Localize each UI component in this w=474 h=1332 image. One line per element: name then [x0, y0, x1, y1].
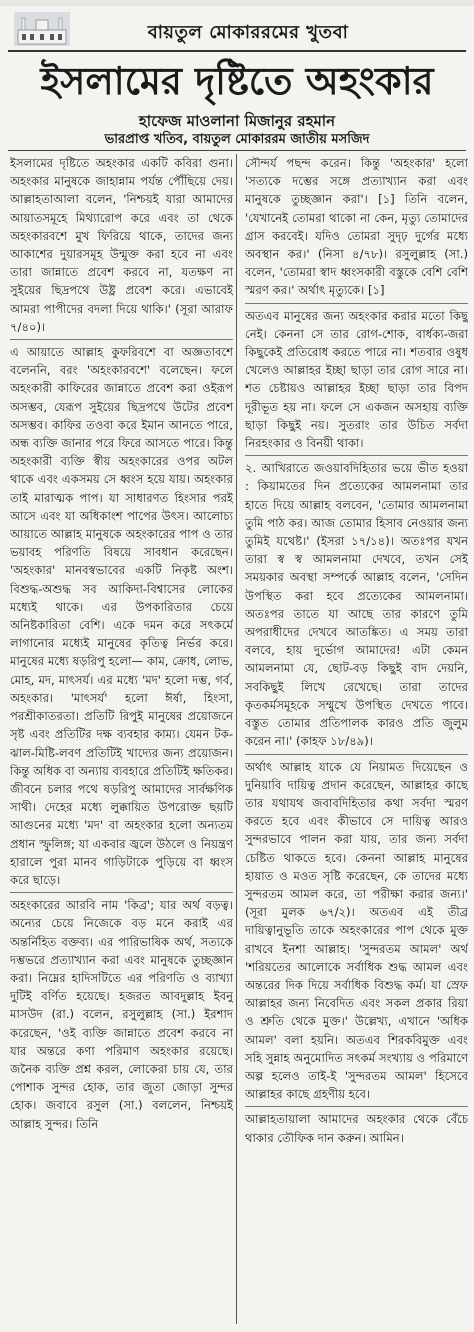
right-column — [245, 154, 468, 1326]
article-author: হাফেজ মাওলানা মিজানুর রহমান — [138, 112, 336, 130]
page-header — [8, 10, 466, 52]
paragraph: আল্লাহতায়ালা আমাদের অহংকার থেকে বেঁচে থাকার তৌফিক দান করুন। আমিন। — [245, 1112, 468, 1145]
paragraph: এ আয়াতে আল্লাহ কুফরিবশে বা অজ্ঞতাবশে বলেননি, বরং 'অহংকারবশে' বলেছেন। ফলে অহংকারী কাফিরের জান্নাতে প্রবেশ করা ওইরূপ অসম্ভব, যেরূপ সুইয়ের ছিদ্রপথে উটের প্রবেশ অসম্ভব। কাফির তওবা করে ইমান আনতে পারে, অন্ধ ব্যক্তি জানার পরে ফিরে আসতে পারে। কিন্তু অহংকারী ব্যক্তি স্বীয় অহংকারের ওপর অটল থাকে এবং একসময় সে ধ্বংস হয়ে যায়। অহংকার তাই মারাত্মক পাপ। যা সাধারণত হিংসার পরই আসে এবং যা অধিকাংশ পাপের উৎস। আলোচ্য আয়াতে আল্লাহ মানুষকে অহংকারের পাপ ও তার ভয়াবহ পরিণতি বিষয়ে সাবধান করেছেন। 'অহংকার' মানবস্বভাবের একটি নিকৃষ্ট অংশ। বিশুদ্ধ-অশুদ্ধ সব আকিদা-বিশ্বাসের লোকের মধ্যেই থাকে। এর উপকারিতার চেয়ে অনিষ্টকারিতা বেশি। একে দমন করে সৎকর্মে লাগানোর মধ্যেই মানুষের কৃতিত্ব নির্ভর করে। মানুষের মধ্যে ষড়রিপু হলো— কাম, ক্রোধ, লোভ, মোহ, মদ, মাৎসর্য। এর মধ্যে 'মদ' হলো দম্ভ, গর্ব, অহংকার। 'মাৎসর্য' হলো ঈর্ষা, হিংসা, পরশ্রীকাতরতা। প্রতিটি রিপুই মানুষের প্রয়োজনে সৃষ্ট এবং প্রতিটির দক্ষ ব্যবহার কাম্য। যেমন টক-ঝাল-মিষ্টি-লবণ প্রতিটিই খাদ্যের জন্য প্রয়োজন। কিন্তু অধিক বা অন্যায় ব্যবহারে প্রতিটিই ক্ষতিকর। জীবনে চলার পথে ষড়রিপু আমাদের সার্বক্ষণিক সাথী। দেহের মধ্যে লুক্কায়িত উপরোক্ত ছয়টি আগুনের মধ্যে 'মদ' বা অহংকার হলো অন্যতম প্রধান স্ফুলিঙ্গ; যা একবার জ্বলে উঠলে ও নিয়ন্ত্রণ হারালে পুরা মানব গাড়িটাকে পুড়িয়ে বা ধ্বংস করে ছাড়ে। — [10, 343, 233, 893]
mosque-logo-icon — [14, 12, 70, 46]
paragraph: ২. আখিরাতে জওয়াবদিহিতার ভয়ে ভীত হওয়া : কিয়ামতের দিন প্রত্যেকের আমলনামা তার হাতে দিয়ে আল্লাহ বলবেন, 'তোমার আমলনামা তুমি পাঠ কর। আজ তোমার হিসাব নেওয়ার জন্য তুমিই যথেষ্ট।' (ইসরা ১৭/১৪)। অতঃপর যখন তারা স্ব স্ব আমলনামা দেখবে, তখন সেই সময়কার অবস্থা সম্পর্কে আল্লাহ বলেন, 'সেদিন উপস্থিত করা হবে প্রত্যেকের আমলনামা। অতঃপর তাতে যা আছে তার কারণে তুমি অপরাধীদের দেখবে আতঙ্কিত। এ সময় তারা বলবে, হায় দুর্ভোগ আমাদের! এটা কেমন আমলনামা যে, ছোট-বড় কিছুই বাদ দেয়নি, সবকিছুই লিখে রেখেছে। তারা তাদের কৃতকর্মসমূহকে সম্মুখে উপস্থিত দেখতে পাবে। বস্তুত তোমার প্রতিপালক কারও প্রতি জুলুম করেন না।' (কাহফ ১৮/৪৯)। — [245, 459, 468, 754]
author-designation: ভারপ্রাপ্ত খতিব, বায়তুল মোকাররম জাতীয় মসজিদ — [104, 132, 370, 147]
header-rule — [8, 150, 466, 151]
paragraph: অর্থাৎ আল্লাহ যাকে যে নিয়ামত দিয়েছেন ও দুনিয়াবি দায়িত্ব প্রদান করেছেন, আল্লাহর কাছে তার যথাযথ জবাবদিহিতার কথা সর্বদা স্মরণ করতে হবে এবং কীভাবে সে দায়িত্ব আরও সুন্দরভাবে পালন করা যায়, তার জন্য সর্বদা চেষ্টিত থাকতে হবে। কেননা আল্লাহ মানুষের হায়াত ও মওত সৃষ্টি করেছেন, কে তাদের মধ্যে সুন্দরতম আমল করে, তা পরীক্ষা করার জন্য।' (সূরা মুলক ৬৭/২)। অতএব এই তীব্র দায়িত্বানুভূতি তাকে অহংকারের পাপ থেকে মুক্ত রাখবে ইনশা আল্লাহ। 'সুন্দরতম আমল' অর্থ 'শরিয়তের আলোকে সর্বাধিক শুদ্ধ আমল এবং অন্তরের দিক দিয়ে সর্বাধিক বিশুদ্ধ কর্ম। যা স্রেফ আল্লাহর জন্য নিবেদিত এবং সকল প্রকার রিয়া ও শ্রুতি থেকে মুক্ত।' উল্লেখ্য, এখানে 'অধিক আমল' বলা হয়নি। অতএব শিরকবিমুক্ত এবং সহি সুন্নাহ অনুমোদিত সৎকর্ম সংখ্যায় ও পরিমাণে অল্প হলেও তাই-ই 'সুন্দরতম আমল' হিসেবে আল্লাহর কাছে গ্রহণীয় হবে। — [245, 758, 468, 1108]
left-column — [10, 154, 233, 1326]
column-divider — [236, 154, 237, 1324]
paragraph: অতএব মানুষের জন্য অহংকার করার মতো কিছু নেই। কেননা সে তার রোগ-শোক, বার্ধক্য-জরা কিছুকেই প্রতিরোধ করতে পারে না। শতবার ওষুধ খেলেও আল্লাহর ইচ্ছা ছাড়া তার রোগ সারে না। শত চেষ্টায়ও আল্লাহর ইচ্ছা ছাড়া তার বিপদ দূরীভূত হয় না। ফলে সে একজন অসহায় ব্যক্তি ছাড়া কিছুই নয়। সুতরাং তার উচিত সর্বদা নিরহংকার ও বিনয়ী থাকা। — [245, 307, 468, 457]
paragraph: অহংকারের আরবি নাম 'কিব্র'; যার অর্থ বড়ত্ব। অন্যের চেয়ে নিজেকে বড় মনে করাই এর অন্তর্নিহিত বক্তব্য। এর পারিভাষিক অর্থ, সত্যকে দম্ভভরে প্রত্যাখ্যান করা এবং মানুষকে তুচ্ছজ্ঞান করা। নিম্নের হাদিসটিতে এর পরিণতি ও ব্যাখ্যা দুটিই বর্ণিত হয়েছে। হজরত আবদুল্লাহ ইবনু মাসউদ (রা.) বলেন, রসুলুল্লাহ (সা.) ইরশাদ করেছেন, 'ওই ব্যক্তি জান্নাতে প্রবেশ করবে না যার অন্তরে কণা পরিমাণ অহংকার রয়েছে। জনৈক ব্যক্তি প্রশ্ন করল, লোকেরা চায় যে, তার পোশাক সুন্দর হোক, তার জুতা জোড়া সুন্দর হোক। জবাবে রসুল (সা.) বললেন, নিশ্চয়ই আল্লাহ সুন্দর। তিনি — [10, 898, 233, 1131]
article-title: ইসলামের দৃষ্টিতে অহংকার — [40, 58, 434, 103]
paragraph: ইসলামের দৃষ্টিতে অহংকার একটি কবিরা গুনা। অহংকার মানুষকে জাহান্নাম পর্যন্ত পৌঁছিয়ে দেয়। আল্লাহতাআলা বলেন, 'নিশ্চয়ই যারা আমাদের আয়াতসমূহে মিথ্যারোপ করে এবং তা থেকে অহংকারবশে মুখ ফিরিয়ে থাকে, তাদের জন্য আকাশের দুয়ারসমূহ উন্মুক্ত করা হবে না এবং তারা জান্নাতে প্রবেশ করবে না, যতক্ষণ না সুইয়ের ছিদ্রপথে উষ্ট্র প্রবেশ করে। এভাবেই আমরা পাপীদের বদলা দিয়ে থাকি।' (সূরা আরাফ ৭/৪০)। — [10, 154, 233, 340]
paragraph: সৌন্দর্য পছন্দ করেন। কিন্তু 'অহংকার' হলো 'সত্যকে দম্ভের সঙ্গে প্রত্যাখ্যান করা এবং মানুষকে তুচ্ছজ্ঞান করা'। [১] তিনি বলেন, 'যেখানেই তোমরা থাকো না কেন, মৃত্যু তোমাদের গ্রাস করবেই। যদিও তোমরা সুদৃঢ় দুর্গের মধ্যে অবস্থান কর।' (নিসা ৪/৭৮)। রসুলুল্লাহ (সা.) বলেন, 'তোমরা স্বাদ ধ্বংসকারী বস্তুকে বেশি বেশি স্মরণ কর।' অর্থাৎ মৃত্যুকে। [১] — [245, 154, 468, 304]
top-strip — [0, 0, 474, 6]
section-title: বায়তুল মোকাররমের খুতবা — [147, 22, 349, 43]
